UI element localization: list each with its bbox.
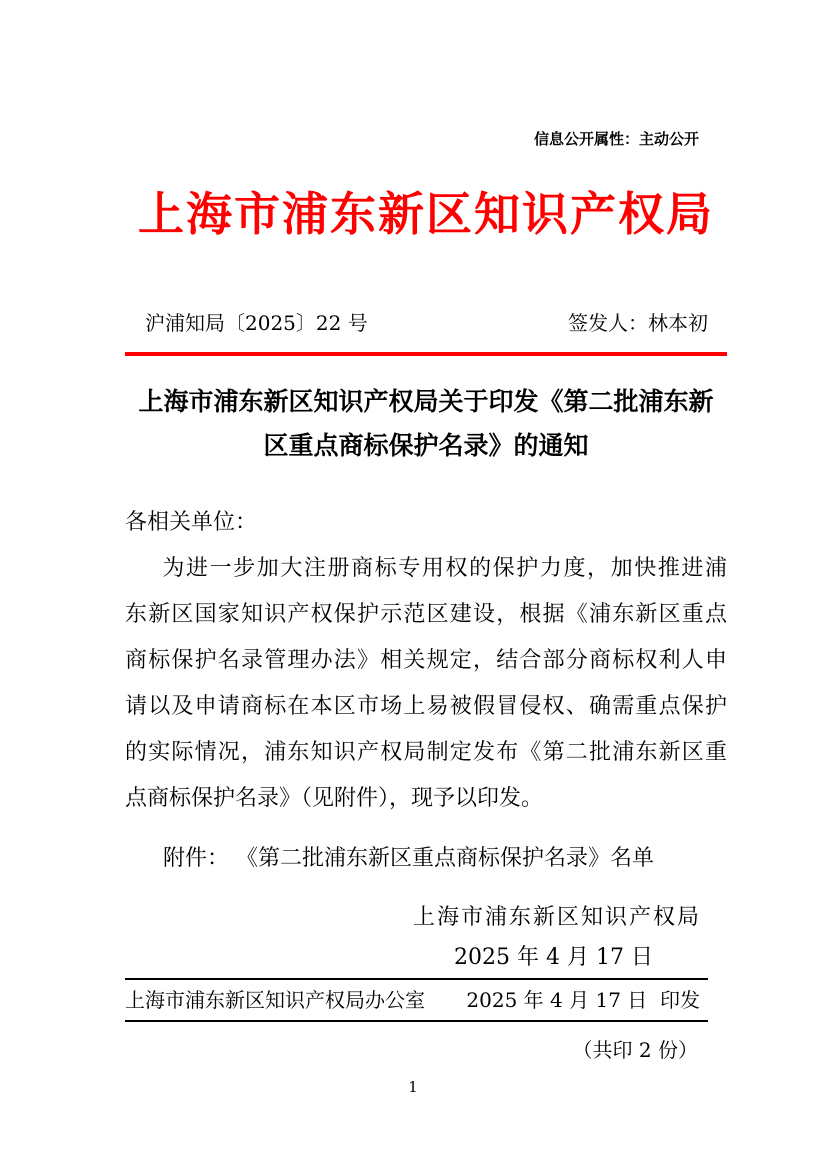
document-content [125, 130, 727, 1070]
notice-title [125, 380, 727, 468]
body-line: 点商标保护名录》（见附件），现予以印发。 [125, 786, 544, 811]
doc-number-row [125, 310, 727, 336]
bureau-letterhead-title: 上海市浦东新区知识产权局 [138, 187, 714, 241]
footer-print-date: 2025 年 4 月 17 日 印发 [466, 988, 700, 1012]
salutation: 各相关单位： [125, 510, 258, 535]
disclosure-attribute-label: 信息公开属性：主动公开 [533, 130, 699, 148]
notice-title-line-1: 上海市浦东新区知识产权局关于印发《第二批浦东新 [138, 387, 714, 416]
body-paragraph [125, 500, 727, 822]
footer-office-name: 上海市浦东新区知识产权局办公室 [125, 988, 425, 1012]
body-line: 为进一步加大注册商标专用权的保护力度，加快推进浦 [162, 556, 727, 581]
body-line: 商标保护名录管理办法》相关规定，结合部分商标权利人申 [125, 648, 727, 673]
page-number: 1 [408, 1078, 418, 1096]
signature-org: 上海市浦东新区知识产权局 [412, 905, 701, 930]
footer-copies-count: （共印 2 份） [572, 1038, 698, 1062]
attachment-line: 附件： 《第二批浦东新区重点商标保护名录》名单 [163, 846, 654, 871]
body-line: 请以及申请商标在本区市场上易被假冒侵权、确需重点保护 [125, 694, 727, 719]
issuer-label: 签发人：林本初 [568, 311, 708, 335]
body-line: 的实际情况，浦东知识产权局制定发布《第二批浦东新区重 [125, 740, 727, 765]
body-line: 东新区国家知识产权保护示范区建设，根据《浦东新区重点 [125, 602, 727, 627]
red-separator-rule [125, 352, 727, 356]
print-info-row [125, 980, 708, 1020]
document-number: 沪浦知局〔2025〕22 号 [145, 311, 368, 335]
signature-block [125, 898, 727, 978]
notice-title-line-2: 区重点商标保护名录》的通知 [263, 431, 589, 460]
print-info-box [125, 978, 708, 1022]
signature-date: 2025 年 4 月 17 日 [454, 945, 653, 970]
